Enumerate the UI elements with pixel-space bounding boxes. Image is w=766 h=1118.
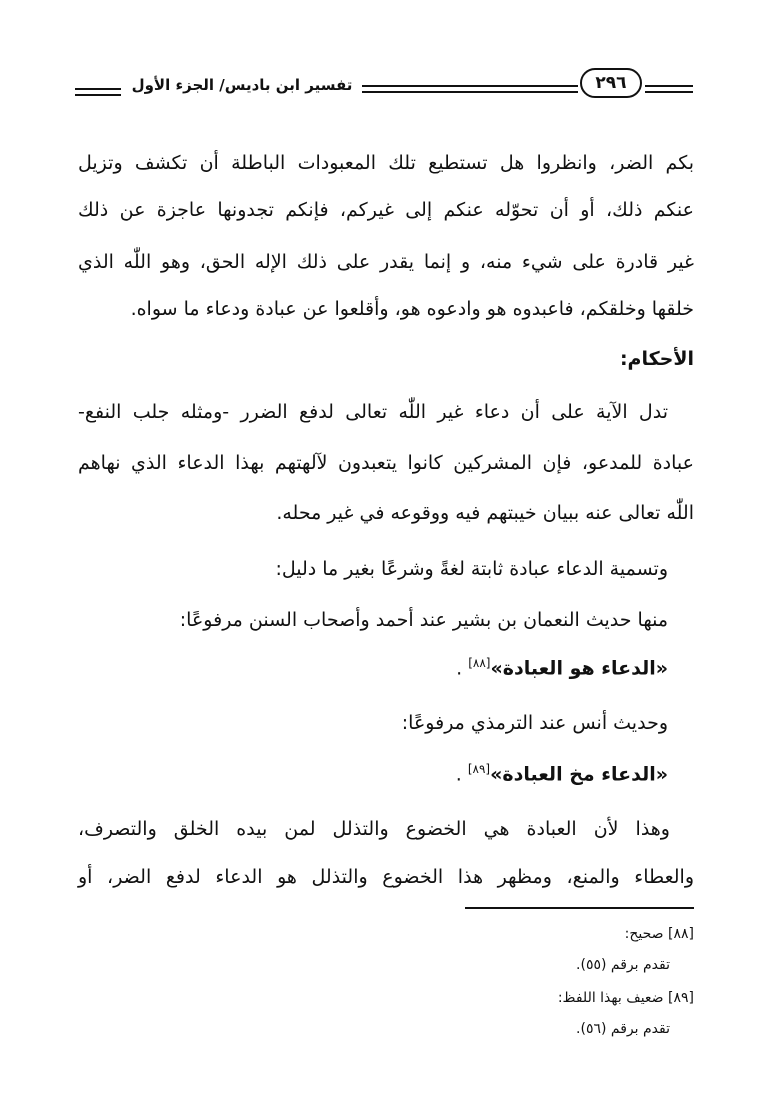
footnote-ref: [٨٩]: [467, 762, 491, 776]
footnote-separator: [465, 907, 694, 909]
footnote-ref: [٨٨]: [468, 656, 491, 670]
body-line: عنكم ذلك، أو أن تحوّله عنكم إلى غيركم، فإنكم تجدونها عاجزة عن ذلك: [78, 199, 694, 221]
body-line: وتسمية الدعاء عبادة ثابتة لغةً وشرعًا بغير ما دليل:: [275, 558, 668, 580]
footnote-label: [٨٨] صحيح:: [624, 926, 694, 942]
punctuation: .: [455, 763, 462, 786]
header-rule-left-2: [75, 94, 121, 96]
header-rule-middle-1: [362, 85, 578, 87]
section-heading: الأحكام:: [619, 348, 694, 370]
body-line: بكم الضر، وانظروا هل تستطيع تلك المعبودات الباطلة أن تكشف وتزيل: [78, 152, 694, 174]
body-line: خلقها وخلقكم، فاعبدوه هو وادعوه هو، وأقلعوا عن عبادة ودعاء ما سواه.: [130, 298, 694, 320]
hadith-quote: [78, 656, 668, 679]
hadith-quote: [78, 762, 668, 785]
page-number-badge: ٢٩٦: [580, 68, 642, 98]
hadith-text: «الدعاء هو العبادة»: [490, 657, 668, 680]
body-line: تدل الآية على أن دعاء غير اللّٰه تعالى لدفع الضرر -ومثله جلب النفع-: [78, 401, 668, 423]
body-line: اللّٰه تعالى عنه ببيان خيبتهم فيه ووقوعه في غير محله.: [276, 502, 694, 524]
header-rule-right-1: [645, 85, 693, 87]
footnote-note: تقدم برقم (٥٥).: [576, 957, 670, 973]
body-line: منها حديث النعمان بن بشير عند أحمد وأصحاب السنن مرفوعًا:: [179, 609, 668, 631]
hadith-text: «الدعاء مخ العبادة»: [490, 763, 668, 786]
body-line: والعطاء والمنع، ومظهر هذا الخضوع والتذلل هو الدعاء لدفع الضر، أو: [78, 866, 694, 888]
footnote-label: [٨٩] ضعيف بهذا اللفظ:: [557, 990, 694, 1006]
body-line: وحديث أنس عند الترمذي مرفوعًا:: [401, 712, 668, 734]
header-rule-right-2: [645, 91, 693, 93]
body-line: وهذا لأن العبادة هي الخضوع والتذلل لمن بيده الخلق والتصرف،: [78, 818, 670, 840]
body-line: غير قادرة على شيء منه، و إنما يقدر على ذلك الإله الحق، وهو اللّٰه الذي: [78, 251, 694, 273]
punctuation: .: [456, 657, 463, 680]
body-line: عبادة للمدعو، فإن المشركين كانوا يتعبدون لآلهتهم بهذا الدعاء الذي نهاهم: [78, 452, 694, 474]
footnote-note: تقدم برقم (٥٦).: [576, 1021, 670, 1037]
header-rule-left-1: [75, 88, 121, 90]
header-rule-middle-2: [362, 91, 578, 93]
running-header-title: تفسير ابن باديس/ الجزء الأول: [131, 76, 353, 94]
